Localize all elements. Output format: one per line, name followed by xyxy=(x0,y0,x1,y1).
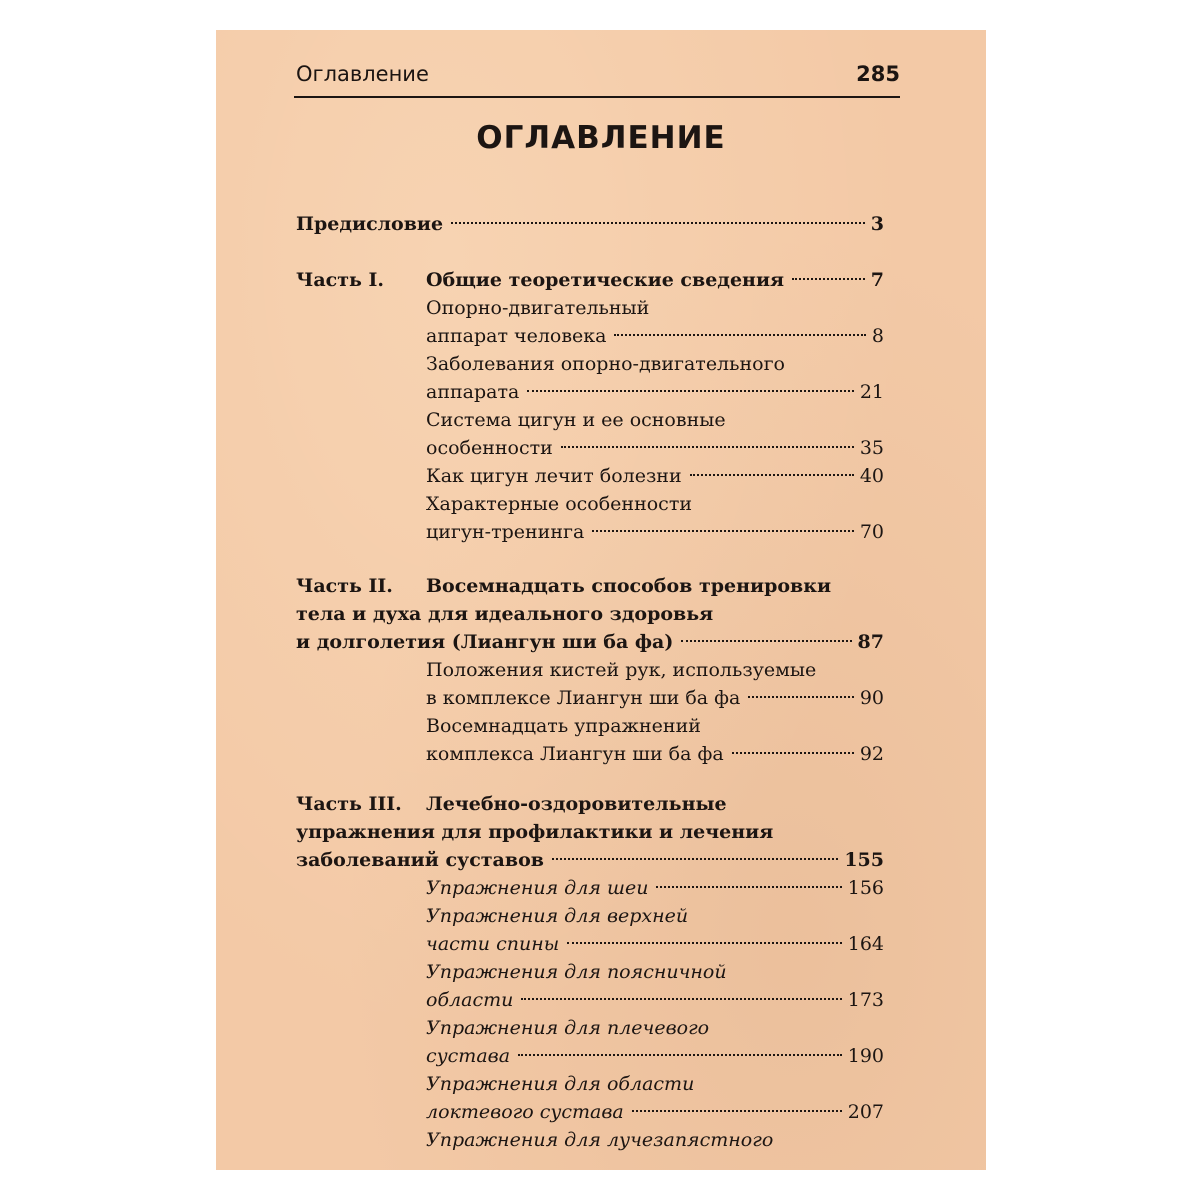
toc-entry-line xyxy=(296,600,884,628)
toc-page-number: 35 xyxy=(859,437,884,459)
toc-page-number: 40 xyxy=(859,465,884,487)
toc-entry-line xyxy=(426,902,884,930)
toc-entry-text: и долголетия (Лиангун ши ба фа) xyxy=(296,631,674,653)
toc-entry-text: Упражнения для лучезапястного xyxy=(426,1129,774,1151)
leader-dots xyxy=(732,752,854,754)
toc-entry-line xyxy=(426,406,884,434)
toc-page-number: 90 xyxy=(859,687,884,709)
toc-entry-line xyxy=(426,656,884,684)
toc-entry-preface xyxy=(296,210,884,238)
toc-page-number: 8 xyxy=(871,325,884,347)
toc-entry-line xyxy=(296,818,884,846)
toc-entry-line xyxy=(426,1126,884,1154)
part-label: Часть III. xyxy=(296,793,402,815)
leader-dots xyxy=(632,1110,842,1112)
leader-dots xyxy=(527,390,854,392)
page-title: ОГЛАВЛЕНИЕ xyxy=(476,120,726,156)
toc-entry-text: Система цигун и ее основные xyxy=(426,409,726,431)
toc-entry-line xyxy=(426,490,884,518)
toc-entry-line xyxy=(426,294,884,322)
toc-entry-text: Упражнения для области xyxy=(426,1073,695,1095)
toc-entry-line xyxy=(426,1014,884,1042)
leader-dots xyxy=(656,886,841,888)
toc-entry-text: в комплексе Лиангун ши ба фа xyxy=(426,687,741,709)
toc-entry-line xyxy=(426,740,884,768)
toc-entry-text: тела и духа для идеального здоровья xyxy=(296,603,714,625)
toc-entry-text: Предисловие xyxy=(296,213,444,235)
toc-entry-text: части спины xyxy=(426,933,560,955)
toc-entry-line xyxy=(426,462,884,490)
toc-entry-line xyxy=(426,572,884,600)
toc-page-number: 92 xyxy=(859,743,884,765)
toc-entry-text: Упражнения для плечевого xyxy=(426,1017,710,1039)
toc-page-number: 190 xyxy=(847,1045,884,1067)
toc-entry-text: Лечебно-оздоровительные xyxy=(426,793,727,815)
toc-entry-line xyxy=(426,350,884,378)
toc-entry-text: аппарат человека xyxy=(426,325,607,347)
toc-entry-text: цигун-тренинга xyxy=(426,521,585,543)
leader-dots xyxy=(567,942,842,944)
leader-dots xyxy=(748,696,853,698)
toc-entry-line xyxy=(426,712,884,740)
running-head xyxy=(294,60,900,98)
toc-entry-line xyxy=(426,874,884,902)
toc-page-number: 21 xyxy=(859,381,884,403)
toc-page-number: 164 xyxy=(847,933,884,955)
leader-dots xyxy=(592,530,854,532)
toc-entry-text: локтевого сустава xyxy=(426,1101,624,1123)
toc-entry-text: Упражнения для верхней xyxy=(426,905,689,927)
leader-dots xyxy=(561,446,854,448)
leader-dots xyxy=(552,858,838,860)
toc-entry-line xyxy=(426,1098,884,1126)
toc-page-number: 7 xyxy=(870,269,884,291)
toc-entry-text: Общие теоретические сведения xyxy=(426,269,785,291)
toc-entry-line xyxy=(426,1070,884,1098)
toc-entry-text: аппарата xyxy=(426,381,520,403)
toc-entry-line xyxy=(426,434,884,462)
toc-entry-line xyxy=(426,322,884,350)
toc-page-number: 87 xyxy=(857,631,884,653)
toc-entry-part2 xyxy=(296,628,884,656)
part-label: Часть II. xyxy=(296,575,393,597)
part-label: Часть I. xyxy=(296,269,385,291)
toc-entry-text: сустава xyxy=(426,1045,511,1067)
book-page xyxy=(216,30,986,1170)
leader-dots xyxy=(614,334,865,336)
toc-entry-text: Заболевания опорно-двигательного xyxy=(426,353,785,375)
toc-page-number: 156 xyxy=(847,877,884,899)
toc-entry-text: заболеваний суставов xyxy=(296,849,544,871)
leader-dots xyxy=(518,1054,842,1056)
toc-entry-part1 xyxy=(426,266,884,294)
toc-page-number: 155 xyxy=(844,849,884,871)
toc-entry-text: Характерные особенности xyxy=(426,493,692,515)
toc-entry-text: упражнения для профилактики и лечения xyxy=(296,821,774,843)
toc-entry-text: особенности xyxy=(426,437,553,459)
toc-entry-text: Упражнения для шеи xyxy=(426,877,649,899)
toc-entry-line xyxy=(426,958,884,986)
toc-entry-text: Положения кистей рук, используемые xyxy=(426,659,817,681)
toc-entry-line xyxy=(426,930,884,958)
toc-entry-text: Упражнения для поясничной xyxy=(426,961,727,983)
toc-entry-line xyxy=(426,790,884,818)
leader-dots xyxy=(690,474,854,476)
toc-entry-line xyxy=(426,986,884,1014)
toc-entry-text: области xyxy=(426,989,514,1011)
running-head-title: Оглавление xyxy=(296,62,429,86)
toc-entry-line xyxy=(426,378,884,406)
toc-entry-line xyxy=(426,1042,884,1070)
toc-page-number: 70 xyxy=(859,521,884,543)
toc-entry-text: Восемнадцать упражнений xyxy=(426,715,701,737)
leader-dots xyxy=(792,278,865,280)
toc-page-number: 207 xyxy=(847,1101,884,1123)
toc-entry-text: Как цигун лечит болезни xyxy=(426,465,682,487)
leader-dots xyxy=(521,998,841,1000)
leader-dots xyxy=(451,222,865,224)
toc-entry-line xyxy=(426,684,884,712)
running-head-page-number: 285 xyxy=(856,62,900,86)
toc-page-number: 3 xyxy=(870,213,884,235)
toc-entry-text: Восемнадцать способов тренировки xyxy=(426,575,832,597)
toc-entry-text: комплекса Лиангун ши ба фа xyxy=(426,743,724,765)
toc-page-number: 173 xyxy=(847,989,884,1011)
toc-entry-text: Опорно-двигательный xyxy=(426,297,650,319)
toc-entry-part3 xyxy=(296,846,884,874)
leader-dots xyxy=(681,640,851,642)
toc-entry-line xyxy=(426,518,884,546)
